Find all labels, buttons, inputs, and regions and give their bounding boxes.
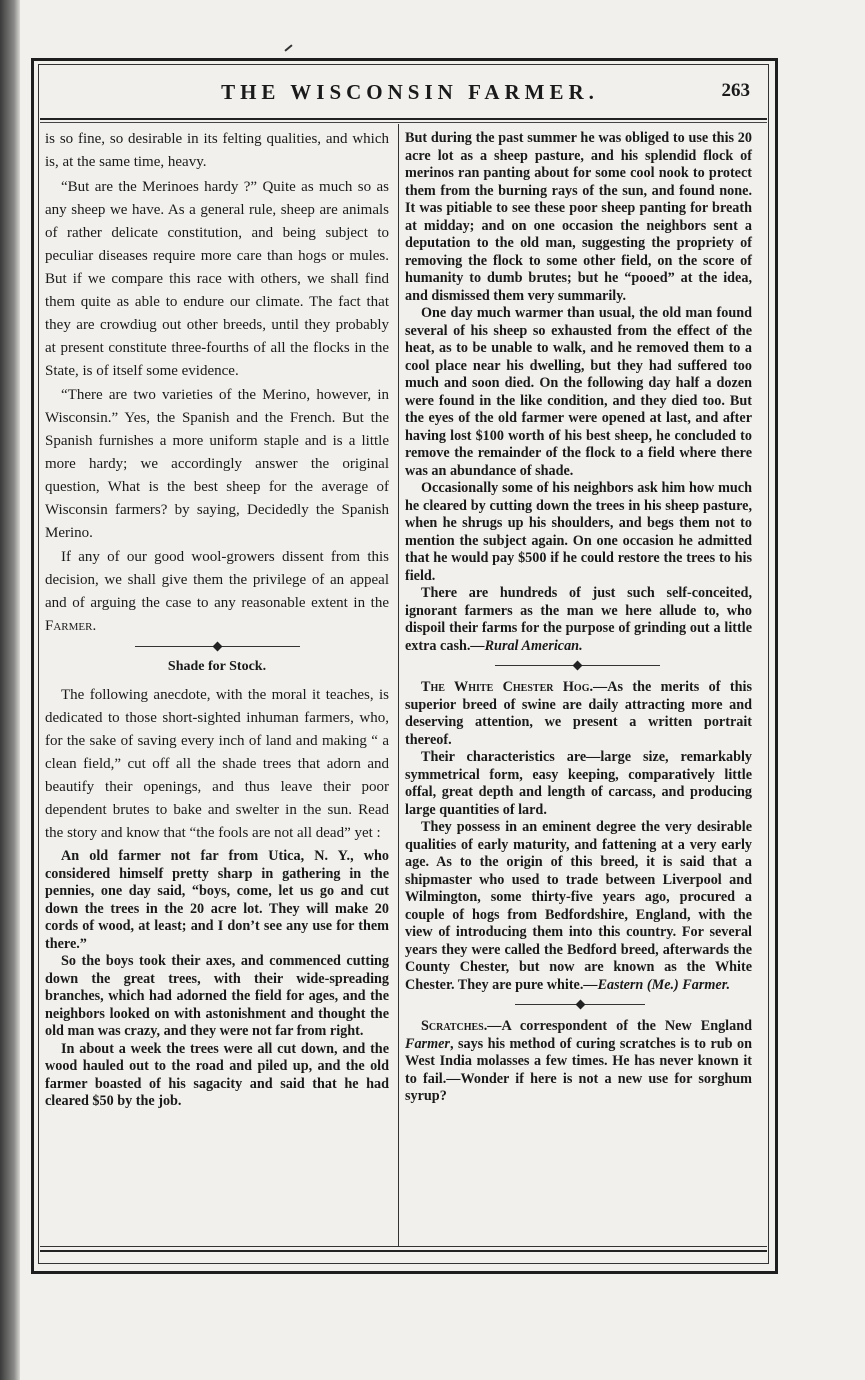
paragraph: So the boys took their axes, and commenced cutting down the great trees, with their wide-spreading branches, which had adorned the field for ages, and the neighbors looked on with astonishment and thought the old man was crazy, and they were not far from right.	[45, 953, 389, 1039]
paragraph-text: They possess in an eminent degree the very desirable qualities of early maturity, and fattening at a very early age. As to the origin of this breed, it is said that a shipmaster who used to trade between Liverpool and Wilmington, some thirty-five years ago, procured a couple of hogs from Bedfordshire, England, with the view of introducing them into this country. For several years they were called the Bedford breed, afterwards the County Chester, but now are known as the White Chester. They are pure white.	[405, 819, 752, 993]
source-credit: —Eastern (Me.) Farmer.	[583, 976, 731, 993]
paragraph	[45, 546, 389, 638]
paragraph	[405, 1018, 752, 1106]
running-header	[40, 80, 750, 110]
book-spine	[0, 0, 20, 1380]
left-column	[45, 128, 389, 1111]
paragraph: “But are the Merinoes hardy ?” Quite as much so as any sheep we have. As a general rule, sheep are animals of rather delicate constitution, and being subject to peculiar diseases require more care than hogs or mules. But if we compare this race with others, we shall find them quite as able to endure our climate. The fact that they are crowdiug out other breeds, until they probably at present constitute three-fourths of all the flocks in the State, is of itself some evidence.	[45, 179, 389, 379]
divider-diamond-icon	[213, 642, 223, 652]
paragraph-end: .	[92, 618, 97, 634]
header-rule-thin	[40, 122, 767, 123]
paragraph	[405, 585, 752, 655]
column-separator	[398, 124, 399, 1246]
footer-rule	[40, 1250, 767, 1252]
paragraph: The following anecdote, with the moral it teaches, is dedicated to those short-sighted inhuman farmers, who, for the sake of saving every inch of land and making “ a clean field,” cut off all the shade trees that adorn and beautify their openings, and thus leave their poor dependent brutes to bake and swelter in the sun. Read the story and know that “the fools are not all dead” yet :	[45, 687, 389, 841]
section-divider	[405, 659, 752, 673]
source-credit: —Rural American.	[470, 637, 583, 654]
divider-diamond-icon	[573, 661, 583, 671]
paragraph-text: There are hundreds of just such self-conceited, ignorant farmers as the man we here allude to, who dispoil their farms for the purpose of grinding out a little extra cash.	[405, 585, 752, 654]
paragraph: An old farmer not far from Utica, N. Y., who considered himself pretty sharp in gathering in the pennies, one day said, “boys, come, let us go and cut down the trees in the 20 acre lot. They will make 20 cords of wood, at least; and I don’t see any use for them there.”	[45, 848, 389, 952]
header-rule	[40, 118, 767, 120]
journal-name: Farmer	[45, 618, 93, 634]
journal-title: THE WISCONSIN FARMER.	[221, 80, 599, 104]
divider-diamond-icon	[576, 1000, 586, 1010]
journal-name: Farmer	[405, 1035, 450, 1052]
paragraph-text: If any of our good wool-growers dissent from this decision, we shall give them the privilege of an appeal and of arguing the case to any reasonable extent in the	[45, 549, 389, 611]
section-divider	[45, 640, 389, 654]
paragraph: Their characteristics are—large size, remarkably symmetrical form, easy keeping, comparatively little offal, great depth and length of carcass, and producing large quantities of lard.	[405, 749, 752, 818]
section-heading: Shade for Stock.	[167, 659, 267, 674]
article-title: Scratches.	[421, 1018, 488, 1034]
paragraph: In about a week the trees were all cut down, and the wood hauled out to the road and piled up, and the old farmer boasted of his sagacity and said that he had cleared $50 by the job.	[45, 1040, 389, 1109]
section-divider	[405, 998, 752, 1012]
paragraph	[405, 819, 752, 994]
paragraph-end: , says his method of curing scratches is to rub on West India molasses a few times. He has never known it to fail.—Wonder if here is not a new use for sorghum syrup?	[405, 1035, 752, 1104]
paragraph	[405, 679, 752, 749]
paragraph-text: —As the merits of this superior breed of swine are daily attracting more and deserving attention, we present a written portrait thereof.	[405, 679, 752, 748]
footer-rule-thin	[40, 1246, 767, 1247]
right-column	[405, 130, 752, 1106]
paragraph: “There are two varieties of the Merino, however, in Wisconsin.” Yes, the Spanish and the French. But the Spanish furnishes a more uniform staple and is a little more hardy; we accordingly answer the original question, What is the best sheep for the average of Wisconsin farmers? by saying, Decidedly the Spanish Merino.	[45, 387, 389, 541]
page-number: 263	[721, 80, 750, 101]
paragraph-text: —A correspondent of the New England	[487, 1018, 752, 1034]
article-title: The White Chester Hog.	[421, 679, 594, 695]
paragraph: One day much warmer than usual, the old man found several of his sheep so exhausted from the effect of the heat, as to be unable to walk, and he removed them to a cool place near his dwelling, but they had suffered too much and soon died. On the following day half a dozen were found in the like condition, and they died too. But the eyes of the old farmer were opened at last, and after having lost $100 worth of his best sheep, he concluded to remove the remainder of the flock to a field where there was an abundance of shade.	[405, 305, 752, 479]
paragraph: is so fine, so desirable in its felting qualities, and which is, at the same time, heavy.	[45, 131, 389, 170]
paragraph: But during the past summer he was obliged to use this 20 acre lot as a sheep pasture, and his splendid flock of merinos ran panting about for some cool nook to protect them from the burning rays of the sun, and found none. It was pitiable to see these poor sheep panting for breath at midday; and on one occasion the neighbors sent a deputation to the old man, suggesting the propriety of removing the flock to some other field, on the score of humanity to dumb brutes; but he “pooed” at the idea, and dismissed them very summarily.	[405, 130, 752, 304]
paragraph: Occasionally some of his neighbors ask him how much he cleared by cutting down the trees in his sheep pasture, when he shrugs up his shoulders, and begs them not to mention the subject again. On one occasion he admitted that he would pay $500 if he could restore the trees to his field.	[405, 480, 752, 584]
